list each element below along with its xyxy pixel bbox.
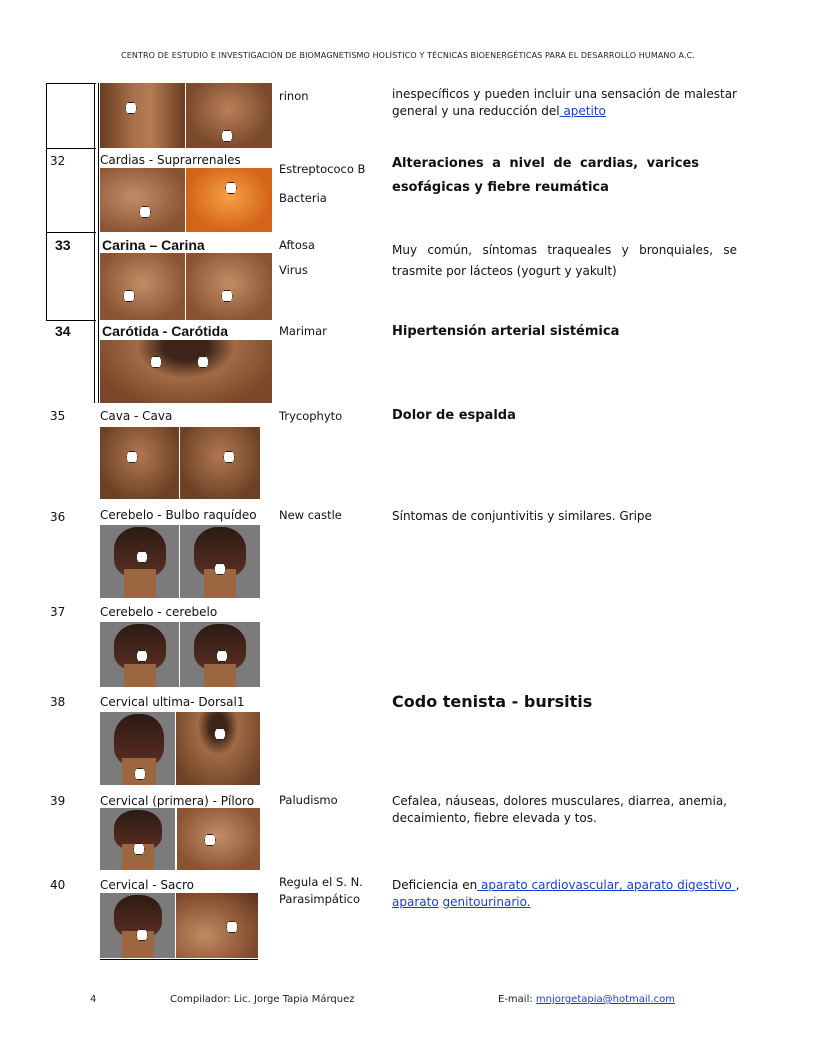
table-col-divider — [98, 83, 99, 403]
description-text: Cefalea, náuseas, dolores musculares, diarrea, anemia, decaimiento, fiebre elevada y tos. — [392, 794, 727, 825]
point-pair-name: Cervical - Sacro — [100, 878, 194, 892]
row-number: 40 — [50, 878, 66, 892]
point-pair-name: Cerebelo - Bulbo raquídeo — [100, 508, 257, 522]
body-image-cervical-piloro — [100, 808, 260, 870]
description-text: Alteraciones a nivel de cardias, varices esofágicas y fiebre reumática — [392, 156, 699, 195]
description-text — [392, 877, 752, 911]
pathogen-type: Virus — [279, 263, 308, 277]
description-prefix: Deficiencia en — [392, 878, 478, 892]
pathogen-label: New castle — [279, 508, 342, 522]
point-pair-name: Cervical (primera) - Píloro — [100, 794, 255, 808]
point-pair-name: Cava - Cava — [100, 409, 173, 423]
pathogen-type: Bacteria — [279, 191, 327, 205]
pathogen-label: rinon — [279, 89, 309, 103]
description-text — [392, 86, 737, 120]
description-body: inespecíficos y pueden incluir una sensación de malestar general y una reducción del — [392, 87, 737, 118]
pathogen-label: Estreptococo B — [279, 162, 366, 176]
table-bottom-line — [100, 959, 258, 960]
table-row-divider — [46, 148, 96, 149]
body-image-cervical-sacro — [100, 893, 258, 958]
body-image-cerebelo-cerebelo — [100, 622, 260, 687]
body-image-carotida — [100, 340, 272, 403]
table-row-divider — [46, 320, 96, 321]
row-number: 39 — [50, 794, 66, 808]
row-number: 33 — [55, 237, 71, 253]
body-image-carina — [100, 253, 272, 320]
page-number: 4 — [90, 994, 97, 1005]
point-pair-name: Carina – Carina — [102, 237, 205, 253]
point-pair-name: Carótida - Carótida — [102, 323, 229, 339]
table-border-left — [46, 83, 47, 321]
description-text: Síntomas de conjuntivitis y similares. Gripe — [392, 509, 652, 523]
pathogen-label: Marimar — [279, 324, 327, 338]
link-separator: , — [735, 878, 740, 892]
body-image-cava — [100, 427, 260, 499]
row-number: 38 — [50, 695, 66, 709]
table-col-divider — [94, 83, 95, 403]
row-number: 36 — [50, 510, 66, 524]
compiler-credit: Compilador: Lic. Jorge Tapia Márquez — [170, 994, 355, 1005]
body-image-cervical-dorsal — [100, 712, 260, 785]
description-text: Hipertensión arterial sistémica — [392, 324, 620, 339]
body-image-cerebelo-bulbo — [100, 525, 260, 598]
description-text: Dolor de espalda — [392, 408, 516, 423]
description-text: Codo tenista - bursitis — [392, 692, 593, 711]
page-header: CENTRO DE ESTUDIO E INVESTIGACIÓN DE BIOMAGNETISMO HOLÍSTICO Y TÉCNICAS BIOENERGÉTICAS PARA EL DESARROLLO HUMANO A.C. — [121, 51, 695, 60]
row-number: 37 — [50, 605, 66, 619]
point-pair-name: Cervical ultima- Dorsal1 — [100, 695, 245, 709]
pathogen-label: Regula el S. N. — [279, 875, 363, 889]
body-image-cardias — [100, 168, 272, 232]
apetito-link[interactable]: apetito — [559, 104, 606, 118]
genitourinario-link[interactable]: genitourinario. — [442, 895, 531, 909]
point-pair-name: Cerebelo - cerebelo — [100, 605, 218, 619]
point-pair-name: Cardias - Suprarrenales — [100, 153, 241, 167]
cardiovascular-digestive-link[interactable]: aparato cardiovascular, aparato digestivo — [477, 878, 736, 892]
email-label: E-mail: — [498, 994, 533, 1005]
aparato-link[interactable]: aparato — [392, 895, 439, 909]
table-row-divider — [46, 232, 96, 233]
description-text: Muy común, síntomas traqueales y bronquiales, se trasmite por lácteos (yogurt y yakult) — [392, 243, 737, 278]
row-number: 35 — [50, 409, 66, 423]
email-line — [498, 994, 675, 1005]
body-image-kidney — [100, 83, 272, 148]
pathogen-label: Paludismo — [279, 793, 338, 807]
pathogen-type: Parasimpático — [279, 892, 361, 906]
row-number: 34 — [55, 323, 71, 339]
table-border-top — [46, 83, 96, 84]
email-link[interactable]: mnjorgetapia@hotmail.com — [535, 994, 675, 1005]
pathogen-label: Aftosa — [279, 238, 315, 252]
row-number: 32 — [50, 154, 66, 168]
pathogen-label: Trycophyto — [279, 409, 343, 423]
